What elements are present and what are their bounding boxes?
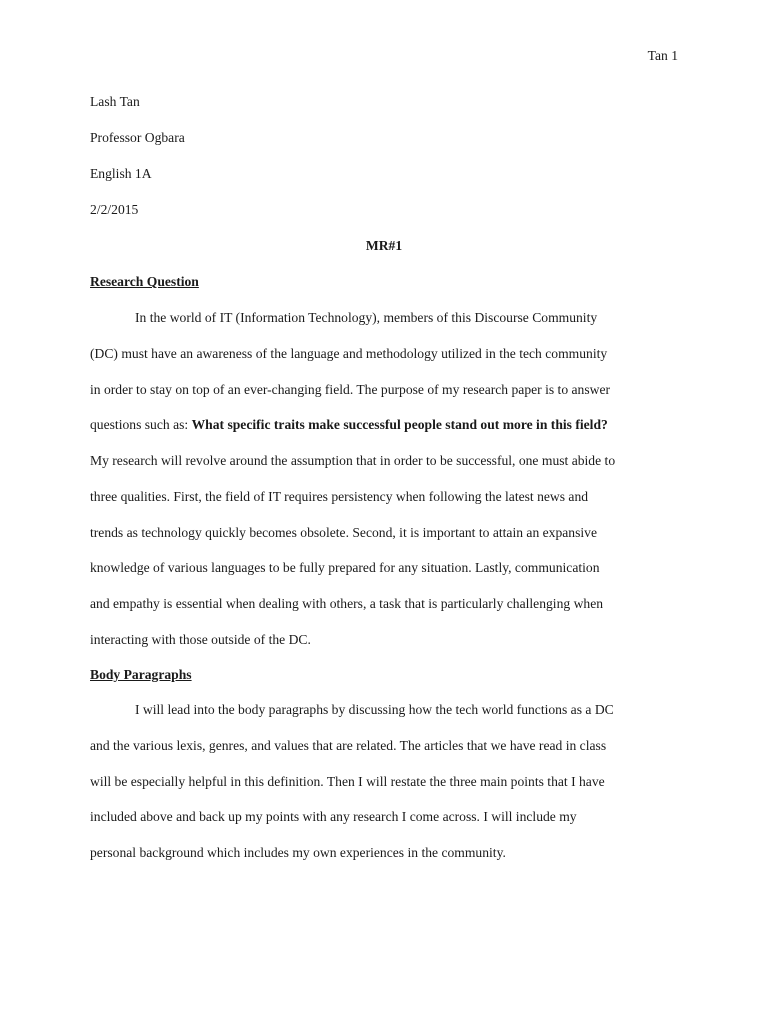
paragraph-line: trends as technology quickly becomes obsolete. Second, it is important to attain an expansive xyxy=(90,524,598,540)
section-heading-body-paragraphs: Body Paragraphs xyxy=(90,667,192,682)
section-heading-research-question: Research Question xyxy=(90,274,199,289)
course-name: English 1A xyxy=(90,166,152,181)
research-question-bold: What specific traits make successful people stand out more in this field? xyxy=(191,417,608,433)
paragraph-line: and empathy is essential when dealing with others, a task that is particularly challenging when xyxy=(90,596,604,611)
header-block xyxy=(90,93,690,237)
paragraph-line: personal background which includes my own experiences in the community. xyxy=(90,845,506,860)
paragraph-line-question xyxy=(90,416,678,452)
paragraph-line: three qualities. First, the field of IT requires persistency when following the latest news and xyxy=(90,488,589,504)
paragraph-line: knowledge of various languages to be fully prepared for any situation. Lastly, communication xyxy=(90,560,600,576)
paragraph-line: (DC) must have an awareness of the language and methodology utilized in the tech community xyxy=(90,345,608,361)
document-title: MR#1 xyxy=(365,238,403,253)
professor-name: Professor Ogbara xyxy=(90,130,185,145)
date: 2/2/2015 xyxy=(90,202,139,217)
paragraph-line: I will lead into the body paragraphs by discussing how the tech world functions as a DC xyxy=(135,702,614,717)
question-prefix: questions such as: xyxy=(90,417,192,433)
running-head: Tan 1 xyxy=(647,48,678,63)
paragraph-line: My research will revolve around the assumption that in order to be successful, one must abide to xyxy=(90,453,616,468)
paragraph-line: in order to stay on top of an ever-changing field. The purpose of my research paper is to answer xyxy=(90,381,611,397)
paragraph-line: will be especially helpful in this definition. Then I will restate the three main points that I have xyxy=(90,773,605,789)
paragraph-line: and the various lexis, genres, and values that are related. The articles that we have read in class xyxy=(90,737,607,753)
paragraph-line: In the world of IT (Information Technology), members of this Discourse Community xyxy=(135,310,598,325)
paragraph-line: interacting with those outside of the DC. xyxy=(90,631,311,647)
author-name: Lash Tan xyxy=(90,94,140,109)
paragraph-line: included above and back up my points with any research I come across. I will include my xyxy=(90,809,577,825)
body-paragraphs-paragraph xyxy=(90,701,678,880)
research-question-paragraph xyxy=(90,309,678,667)
